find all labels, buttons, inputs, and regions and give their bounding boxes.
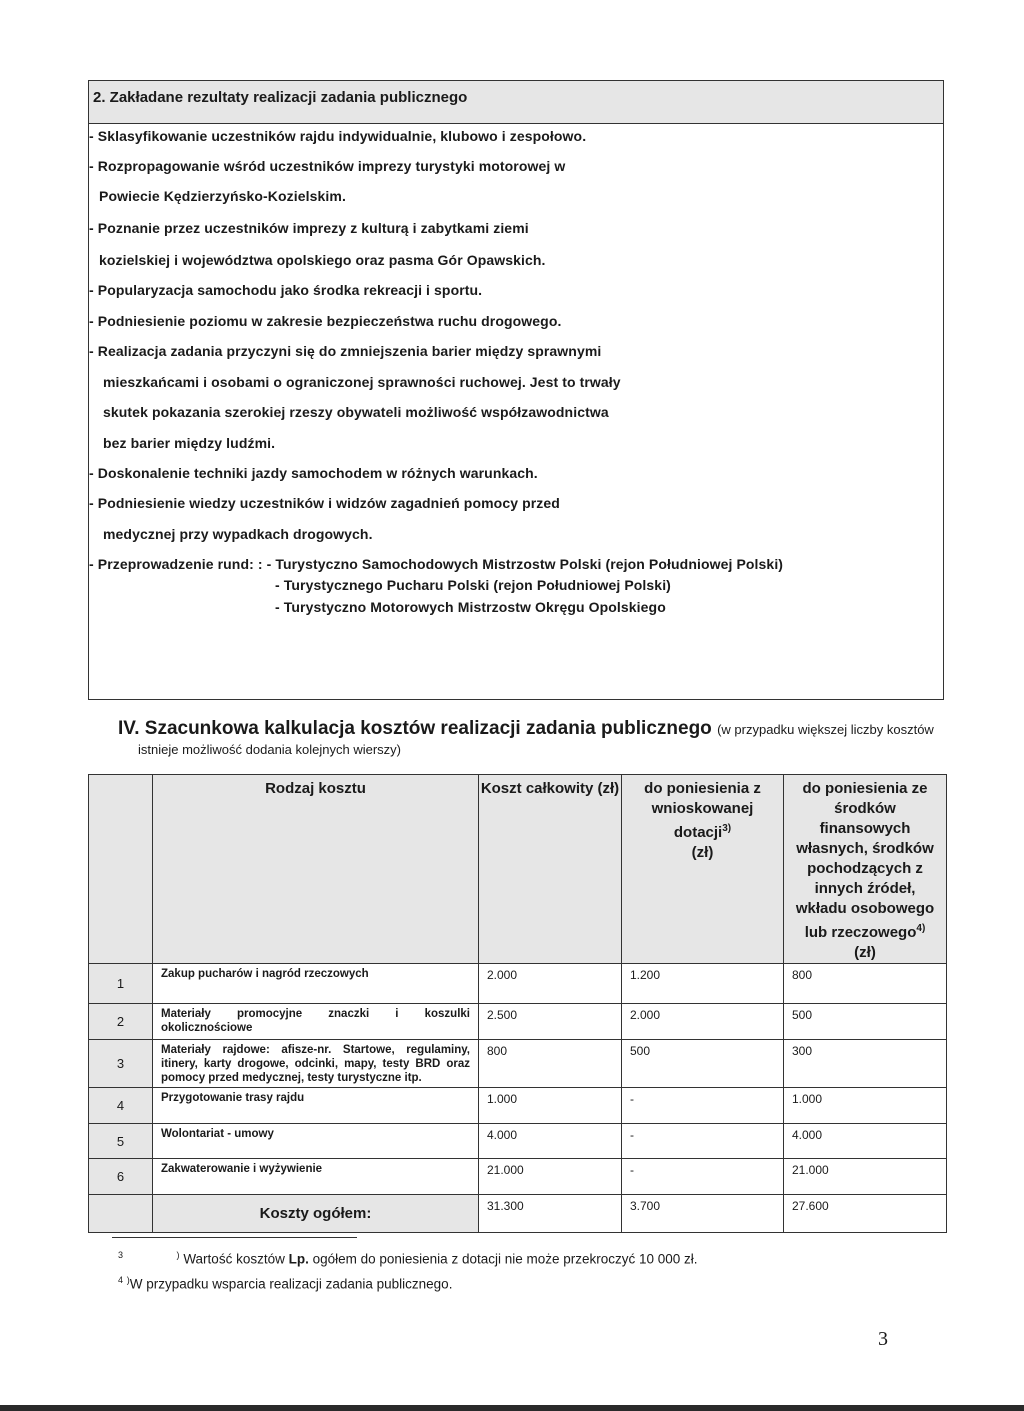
result-line: - Rozpropagowanie wśród uczestników imprezy turystyki motorowej w: [89, 158, 566, 174]
totals-own: 27.600: [784, 1195, 947, 1233]
row-total: 1.000: [479, 1088, 622, 1124]
row-description: Materiały promocyjne znaczki i koszulki okolicznościowe: [153, 1004, 479, 1040]
header-lp-cell: [89, 775, 153, 964]
table-row: [89, 1088, 947, 1124]
row-grant: -: [622, 1159, 784, 1195]
footnote-4-text: W przypadku wsparcia realizacji zadania publicznego.: [129, 1276, 453, 1292]
cost-section-note-continued: istnieje możliwość dodania kolejnych wierszy): [138, 742, 401, 757]
cost-table: [88, 774, 947, 1233]
page-number: 3: [878, 1328, 888, 1350]
row-description: Zakwaterowanie i wyżywienie: [153, 1159, 479, 1195]
result-line: - Przeprowadzenie rund: : - Turystyczno Samochodowych Mistrzostw Polski (rejon Południowej Polski): [89, 556, 784, 572]
result-line: - Podniesienie wiedzy uczestników i widzów zagadnień pomocy przed: [89, 495, 560, 511]
row-grant: 500: [622, 1040, 784, 1088]
results-section-title: 2. Zakładane rezultaty realizacji zadania publicznego: [89, 81, 943, 124]
row-description: Zakup pucharów i nagród rzeczowych: [153, 964, 479, 1004]
row-own: 500: [784, 1004, 947, 1040]
header-total-cost: Koszt całkowity (zł): [479, 775, 622, 964]
row-description: Wolontariat - umowy: [153, 1124, 479, 1159]
row-total: 4.000: [479, 1124, 622, 1159]
row-lp: 1: [89, 964, 153, 1004]
row-own: 800: [784, 964, 947, 1004]
header-grant-cost: do poniesienia z wnioskowanej dotacji$^{3)}$ (zł): [622, 775, 784, 964]
table-row: [89, 1124, 947, 1159]
footnote-4: [118, 1275, 452, 1292]
cost-section-title: IV. Szacunkowa kalkulacja kosztów realizacji zadania publicznego: [118, 718, 712, 739]
row-lp: 5: [89, 1124, 153, 1159]
footnote-3-text-a: Wartość kosztów: [183, 1251, 289, 1267]
result-line: - Turystycznego Pucharu Polski (rejon Południowej Polski): [275, 577, 671, 593]
footnote-3-paren: ): [176, 1250, 180, 1260]
footnote-4-number: 4: [118, 1275, 124, 1285]
footnote-4-paren: ): [126, 1275, 130, 1285]
table-row: [89, 1159, 947, 1195]
cost-table-header-row: [89, 775, 947, 964]
results-section: [88, 80, 944, 700]
result-line: - Poznanie przez uczestników imprezy z kulturą i zabytkami ziemi: [89, 220, 529, 236]
result-line: Powiecie Kędzierzyńsko-Kozielskim.: [99, 188, 346, 204]
row-grant: 1.200: [622, 964, 784, 1004]
totals-lp-cell: [89, 1195, 153, 1233]
footnote-3: [118, 1250, 698, 1267]
row-lp: 3: [89, 1040, 153, 1088]
row-total: 2.500: [479, 1004, 622, 1040]
totals-label: Koszty ogółem:: [153, 1195, 479, 1233]
row-lp: 6: [89, 1159, 153, 1195]
result-line: - Doskonalenie techniki jazdy samochodem w różnych warunkach.: [89, 465, 538, 481]
row-grant: -: [622, 1124, 784, 1159]
totals-grant: 3.700: [622, 1195, 784, 1233]
row-grant: 2.000: [622, 1004, 784, 1040]
footnote-3-text-b: Lp.: [288, 1251, 309, 1267]
row-total: 21.000: [479, 1159, 622, 1195]
cost-section-title-line: [118, 718, 934, 740]
row-description: Przygotowanie trasy rajdu: [153, 1088, 479, 1124]
result-line: medycznej przy wypadkach drogowych.: [103, 526, 373, 542]
result-line: skutek pokazania szerokiej rzeszy obywateli możliwość współzawodnictwa: [103, 404, 609, 420]
header-own-cost: do poniesienia ze środków finansowych własnych, środków pochodzących z innych źródeł, wkładu osobowego lub rzeczowego$^{4)}$ (zł): [784, 775, 947, 964]
result-line: - Popularyzacja samochodu jako środka rekreacji i sportu.: [89, 282, 483, 298]
cost-section-heading: [118, 718, 934, 757]
row-total: 2.000: [479, 964, 622, 1004]
footnote-3-text-c: ogółem do poniesienia z dotacji nie może przekroczyć 10 000 zł.: [308, 1251, 698, 1267]
row-description: Materiały rajdowe: afisze-nr. Startowe, regulaminy, itinery, karty drogowe, odcinki, mapy, testy BRD oraz pomocy przed medycznej, testy turystyczne itp.: [153, 1040, 479, 1088]
table-row: [89, 1040, 947, 1088]
scan-edge-band: [0, 1405, 1024, 1411]
row-lp: 2: [89, 1004, 153, 1040]
table-row: [89, 964, 947, 1004]
totals-row: [89, 1195, 947, 1233]
result-line: mieszkańcami i osobami o ograniczonej sprawności ruchowej. Jest to trwały: [103, 374, 621, 390]
row-own: 1.000: [784, 1088, 947, 1124]
row-own: 300: [784, 1040, 947, 1088]
footnote-separator: [112, 1237, 357, 1238]
totals-total: 31.300: [479, 1195, 622, 1233]
cost-section-note: (w przypadku większej liczby kosztów: [717, 722, 934, 737]
table-row: [89, 1004, 947, 1040]
row-own: 4.000: [784, 1124, 947, 1159]
result-line: - Turystyczno Motorowych Mistrzostw Okręgu Opolskiego: [275, 599, 666, 615]
row-lp: 4: [89, 1088, 153, 1124]
header-cost-type: Rodzaj kosztu: [153, 775, 479, 964]
result-line: kozielskiej i województwa opolskiego oraz pasma Gór Opawskich.: [99, 252, 546, 268]
row-own: 21.000: [784, 1159, 947, 1195]
result-line: - Podniesienie poziomu w zakresie bezpieczeństwa ruchu drogowego.: [89, 313, 562, 329]
footnote-3-number: 3: [118, 1250, 124, 1260]
result-line: - Realizacja zadania przyczyni się do zmniejszenia barier między sprawnymi: [89, 343, 602, 359]
result-line: bez barier między ludźmi.: [103, 435, 276, 451]
row-total: 800: [479, 1040, 622, 1088]
row-grant: -: [622, 1088, 784, 1124]
result-line: - Sklasyfikowanie uczestników rajdu indywidualnie, klubowo i zespołowo.: [89, 128, 587, 144]
